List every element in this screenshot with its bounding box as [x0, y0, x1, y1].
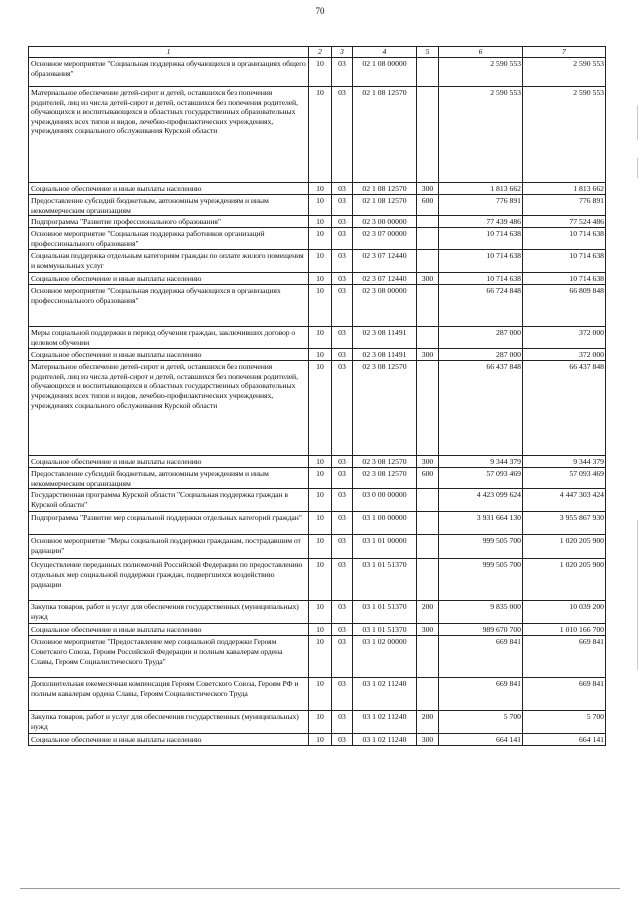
row-subsection-code: 03: [332, 250, 353, 273]
row-amount-col7: 664 141: [523, 734, 606, 746]
row-subsection-code: 03: [332, 327, 353, 349]
column-header-2: 2: [309, 47, 332, 58]
row-target-code: 03 1 02 00000: [353, 636, 417, 678]
row-section-code: 10: [309, 327, 332, 349]
row-section-code: 10: [309, 624, 332, 636]
row-section-code: 10: [309, 183, 332, 195]
row-subsection-code: 03: [332, 678, 353, 711]
row-amount-col6: 669 841: [439, 636, 523, 678]
row-section-code: 10: [309, 601, 332, 624]
row-amount-col7: 77 524 486: [523, 216, 606, 228]
row-amount-col6: 66 437 848: [439, 361, 523, 456]
row-expense-type: 600: [417, 195, 439, 216]
row-target-code: 02 3 07 12440: [353, 250, 417, 273]
row-expense-type: [417, 327, 439, 349]
row-expense-type: [417, 250, 439, 273]
table-row: [29, 711, 606, 734]
row-expense-type: 300: [417, 349, 439, 361]
row-amount-col7: 66 809 848: [523, 285, 606, 327]
row-amount-col7: 372 000: [523, 327, 606, 349]
row-section-code: 10: [309, 273, 332, 285]
row-expense-type: [417, 535, 439, 559]
row-description: Социальное обеспечение и иные выплаты населению: [29, 183, 309, 195]
row-amount-col7: 4 447 303 424: [523, 489, 606, 512]
row-expense-type: [417, 512, 439, 535]
row-expense-type: 300: [417, 456, 439, 468]
table-row: [29, 456, 606, 468]
row-amount-col7: 1 020 205 900: [523, 535, 606, 559]
row-description: Социальное обеспечение и иные выплаты населению: [29, 734, 309, 746]
row-section-code: 10: [309, 734, 332, 746]
row-description: Материальное обеспечение детей-сирот и детей, оставшихся без попечения родителей, лиц из числа детей-сирот и детей, оставшихся без попечения родителей, обучающихся и воспитывающихся в областных государственных образовательных учреждениях всех типов и видов, лечебно-профилактических учреждениях, учреждениях социального обслуживания Курской области: [29, 361, 309, 456]
row-description: Осуществление переданных полномочий Российской Федерации по предоставлению отдельных мер социальной поддержки граждан, подвергшихся воздействию радиации: [29, 559, 309, 601]
row-target-code: 02 3 08 12570: [353, 456, 417, 468]
row-section-code: 10: [309, 559, 332, 601]
row-subsection-code: 03: [332, 87, 353, 183]
row-subsection-code: 03: [332, 58, 353, 87]
row-amount-col6: 66 724 848: [439, 285, 523, 327]
table-row: [29, 195, 606, 216]
row-target-code: 03 1 02 11240: [353, 734, 417, 746]
row-subsection-code: 03: [332, 734, 353, 746]
row-amount-col6: 9 344 379: [439, 456, 523, 468]
row-subsection-code: 03: [332, 512, 353, 535]
column-header-3: 3: [332, 47, 353, 58]
row-section-code: 10: [309, 512, 332, 535]
row-expense-type: [417, 489, 439, 512]
row-description: Социальное обеспечение и иные выплаты населению: [29, 273, 309, 285]
page-number: 70: [315, 6, 325, 16]
table-row: [29, 250, 606, 273]
row-description: Основное мероприятие "Меры социальной поддержки гражданам, пострадавшим от радиации": [29, 535, 309, 559]
row-target-code: 02 1 08 00000: [353, 58, 417, 87]
row-amount-col6: 2 590 553: [439, 58, 523, 87]
row-description: Основное мероприятие "Социальная поддержка обучающихся в организациях общего образования": [29, 58, 309, 87]
row-expense-type: [417, 216, 439, 228]
row-section-code: 10: [309, 250, 332, 273]
row-amount-col6: 4 423 099 624: [439, 489, 523, 512]
row-subsection-code: 03: [332, 559, 353, 601]
row-description: Подпрограмма "Развитие профессионального образования": [29, 216, 309, 228]
table-row: [29, 535, 606, 559]
row-subsection-code: 03: [332, 468, 353, 489]
row-section-code: 10: [309, 711, 332, 734]
row-expense-type: [417, 559, 439, 601]
row-target-code: 03 1 01 00000: [353, 535, 417, 559]
scan-artifact: [637, 105, 638, 140]
row-description: Основное мероприятие "Социальная поддержка работников организаций профессионального образования": [29, 228, 309, 250]
row-amount-col6: 9 835 000: [439, 601, 523, 624]
row-expense-type: [417, 678, 439, 711]
row-amount-col7: 9 344 379: [523, 456, 606, 468]
row-description: Социальное обеспечение и иные выплаты населению: [29, 624, 309, 636]
row-target-code: 02 3 07 12440: [353, 273, 417, 285]
row-target-code: 02 3 08 11491: [353, 349, 417, 361]
column-header-7: 7: [523, 47, 606, 58]
row-subsection-code: 03: [332, 601, 353, 624]
row-expense-type: [417, 361, 439, 456]
row-amount-col7: 10 714 638: [523, 228, 606, 250]
row-subsection-code: 03: [332, 624, 353, 636]
row-subsection-code: 03: [332, 216, 353, 228]
table-row: [29, 285, 606, 327]
row-description: Предоставление субсидий бюджетным, автономным учреждениям и иным некоммерческим организациям: [29, 195, 309, 216]
row-subsection-code: 03: [332, 456, 353, 468]
row-amount-col7: 1 020 205 900: [523, 559, 606, 601]
row-amount-col6: 989 670 700: [439, 624, 523, 636]
scan-artifact: [637, 520, 638, 670]
row-expense-type: [417, 636, 439, 678]
table-row: [29, 58, 606, 87]
column-header-4: 4: [353, 47, 417, 58]
row-expense-type: 200: [417, 711, 439, 734]
table-row: [29, 327, 606, 349]
row-target-code: 02 3 08 12570: [353, 361, 417, 456]
row-subsection-code: 03: [332, 349, 353, 361]
row-section-code: 10: [309, 58, 332, 87]
row-subsection-code: 03: [332, 285, 353, 327]
row-amount-col6: 10 714 638: [439, 228, 523, 250]
row-expense-type: [417, 58, 439, 87]
table-row: [29, 678, 606, 711]
row-amount-col6: 1 813 662: [439, 183, 523, 195]
row-section-code: 10: [309, 456, 332, 468]
table-row: [29, 273, 606, 285]
table-row: [29, 559, 606, 601]
row-subsection-code: 03: [332, 195, 353, 216]
row-description: Государственная программа Курской области "Социальная поддержка граждан в Курской области": [29, 489, 309, 512]
row-target-code: 03 0 00 00000: [353, 489, 417, 512]
table-header-row: [29, 47, 606, 58]
row-description: Закупка товаров, работ и услуг для обеспечения государственных (муниципальных) нужд: [29, 601, 309, 624]
table-row: [29, 734, 606, 746]
table-row: [29, 601, 606, 624]
table-row: [29, 512, 606, 535]
row-section-code: 10: [309, 87, 332, 183]
row-amount-col6: 77 439 486: [439, 216, 523, 228]
row-amount-col6: 2 590 553: [439, 87, 523, 183]
table-row: [29, 489, 606, 512]
row-target-code: 03 1 02 11240: [353, 711, 417, 734]
row-subsection-code: 03: [332, 183, 353, 195]
table-row: [29, 216, 606, 228]
row-target-code: 02 3 00 00000: [353, 216, 417, 228]
column-header-1: 1: [29, 47, 309, 58]
row-amount-col6: 3 931 664 130: [439, 512, 523, 535]
row-description: Предоставление субсидий бюджетным, автономным учреждениям и иным некоммерческим организациям: [29, 468, 309, 489]
row-target-code: 02 3 07 00000: [353, 228, 417, 250]
row-subsection-code: 03: [332, 711, 353, 734]
table-row: [29, 228, 606, 250]
row-amount-col6: 5 700: [439, 711, 523, 734]
row-expense-type: 600: [417, 468, 439, 489]
row-amount-col7: 1 813 662: [523, 183, 606, 195]
row-target-code: 03 1 01 51370: [353, 601, 417, 624]
row-amount-col7: 2 590 553: [523, 58, 606, 87]
row-amount-col7: 669 841: [523, 678, 606, 711]
row-amount-col6: 999 505 700: [439, 559, 523, 601]
page-bottom-edge: [20, 888, 620, 889]
row-amount-col7: 57 093 469: [523, 468, 606, 489]
table-row: [29, 361, 606, 456]
row-expense-type: 200: [417, 601, 439, 624]
row-description: Основное мероприятие "Предоставление мер социальной поддержки Героям Советского Союза, Героям Российской Федерации и полным кавалерам ордена Славы, Героям Социалистического Труда": [29, 636, 309, 678]
row-amount-col6: 669 841: [439, 678, 523, 711]
row-amount-col7: 10 714 638: [523, 250, 606, 273]
row-amount-col7: 10 039 200: [523, 601, 606, 624]
scan-artifact: [637, 158, 638, 178]
table-row: [29, 624, 606, 636]
row-section-code: 10: [309, 535, 332, 559]
row-target-code: 02 1 08 12570: [353, 183, 417, 195]
row-target-code: 03 1 01 51370: [353, 559, 417, 601]
row-description: Дополнительная ежемесячная компенсация Героям Советского Союза, Героям РФ и полным кавалерам ордена Славы, Героям Социалистического Труда: [29, 678, 309, 711]
table-row: [29, 468, 606, 489]
row-subsection-code: 03: [332, 228, 353, 250]
table-row: [29, 636, 606, 678]
row-target-code: 02 1 08 12570: [353, 195, 417, 216]
row-description: Социальное обеспечение и иные выплаты населению: [29, 349, 309, 361]
row-description: Основное мероприятие "Социальная поддержка обучающихся в организациях профессионального образования": [29, 285, 309, 327]
row-section-code: 10: [309, 678, 332, 711]
row-subsection-code: 03: [332, 489, 353, 512]
row-subsection-code: 03: [332, 535, 353, 559]
row-description: Социальное обеспечение и иные выплаты населению: [29, 456, 309, 468]
row-target-code: 02 3 08 00000: [353, 285, 417, 327]
row-expense-type: [417, 228, 439, 250]
row-target-code: 02 3 08 12570: [353, 468, 417, 489]
row-target-code: 02 1 08 12570: [353, 87, 417, 183]
row-target-code: 03 1 02 11240: [353, 678, 417, 711]
row-amount-col7: 372 000: [523, 349, 606, 361]
row-target-code: 03 1 01 51370: [353, 624, 417, 636]
row-amount-col7: 66 437 848: [523, 361, 606, 456]
row-amount-col6: 10 714 638: [439, 250, 523, 273]
row-target-code: 03 1 00 00000: [353, 512, 417, 535]
row-subsection-code: 03: [332, 273, 353, 285]
row-section-code: 10: [309, 468, 332, 489]
row-amount-col6: 776 891: [439, 195, 523, 216]
row-section-code: 10: [309, 228, 332, 250]
row-section-code: 10: [309, 285, 332, 327]
row-description: Закупка товаров, работ и услуг для обеспечения государственных (муниципальных) нужд: [29, 711, 309, 734]
row-expense-type: 300: [417, 183, 439, 195]
row-expense-type: [417, 285, 439, 327]
column-header-5: 5: [417, 47, 439, 58]
row-amount-col7: 1 010 166 700: [523, 624, 606, 636]
row-section-code: 10: [309, 636, 332, 678]
row-expense-type: 300: [417, 273, 439, 285]
row-section-code: 10: [309, 216, 332, 228]
table-row: [29, 349, 606, 361]
row-expense-type: [417, 87, 439, 183]
row-expense-type: 300: [417, 734, 439, 746]
row-subsection-code: 03: [332, 361, 353, 456]
row-amount-col6: 999 505 700: [439, 535, 523, 559]
table-row: [29, 87, 606, 183]
row-amount-col6: 287 000: [439, 327, 523, 349]
row-amount-col6: 10 714 638: [439, 273, 523, 285]
row-section-code: 10: [309, 361, 332, 456]
row-section-code: 10: [309, 489, 332, 512]
row-amount-col7: 10 714 638: [523, 273, 606, 285]
row-amount-col6: 57 093 469: [439, 468, 523, 489]
row-description: Социальная поддержка отдельным категориям граждан по оплате жилого помещения и коммунальных услуг: [29, 250, 309, 273]
budget-table: [28, 46, 606, 746]
table-row: [29, 183, 606, 195]
row-amount-col7: 3 955 867 930: [523, 512, 606, 535]
row-section-code: 10: [309, 195, 332, 216]
row-section-code: 10: [309, 349, 332, 361]
row-amount-col6: 287 000: [439, 349, 523, 361]
row-target-code: 02 3 08 11491: [353, 327, 417, 349]
row-subsection-code: 03: [332, 636, 353, 678]
row-amount-col7: 669 841: [523, 636, 606, 678]
row-amount-col7: 776 891: [523, 195, 606, 216]
column-header-6: 6: [439, 47, 523, 58]
row-description: Меры социальной поддержки в период обучения граждан, заключивших договор о целевом обучении: [29, 327, 309, 349]
row-amount-col7: 2 590 553: [523, 87, 606, 183]
row-description: Материальное обеспечение детей-сирот и детей, оставшихся без попечения родителей, лиц из числа детей-сирот и детей, оставшихся без попечения родителей, обучающихся и воспитывающихся в областных государственных образовательных учреждениях всех типов и видов, лечебно-профилактических учреждениях, учреждениях социального обслуживания Курской области: [29, 87, 309, 183]
row-description: Подпрограмма "Развитие мер социальной поддержки отдельных категорий граждан": [29, 512, 309, 535]
row-amount-col6: 664 141: [439, 734, 523, 746]
row-amount-col7: 5 700: [523, 711, 606, 734]
row-expense-type: 300: [417, 624, 439, 636]
